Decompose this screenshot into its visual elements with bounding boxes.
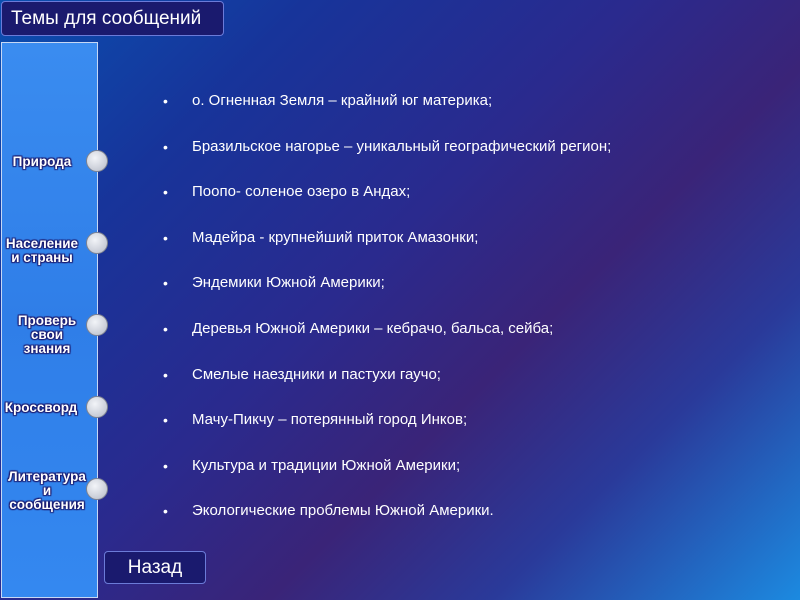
list-item [163,181,611,227]
bullet-icon: • [163,184,168,201]
bullet-icon: • [163,457,168,474]
sidebar-item-label: Проверь [17,313,77,328]
sidebar-item-nature-button[interactable] [86,150,108,172]
bullet-icon: • [163,503,168,520]
topic-text: о. Огненная Земля – крайний юг материка; [192,92,493,109]
sidebar-item-label: сообщения [9,497,85,512]
bullet-icon: • [163,229,168,246]
list-item [163,272,611,318]
sidebar-item-crossword-button[interactable] [86,396,108,418]
bullet-icon: • [163,275,168,292]
list-item [163,136,611,182]
page-title [1,1,224,36]
sidebar-item-quiz-button[interactable] [86,314,108,336]
back-button[interactable] [104,551,206,584]
page-title-text: Темы для сообщений [11,7,202,29]
topic-text: Мадейра - крупнейший приток Амазонки; [192,228,479,246]
bullet-icon: • [163,138,168,155]
topic-text: Мачу-Пикчу – потерянный город Инков; [192,411,468,429]
sidebar-item-nature[interactable] [6,155,78,169]
sidebar-item-label: Население [5,236,79,251]
list-item [163,455,611,501]
list-item [163,364,611,410]
bullet-icon: • [163,366,168,383]
sidebar-item-label: свои [30,327,64,342]
sidebar-item-population[interactable] [0,237,86,265]
list-item [163,318,611,364]
sidebar-item-literature[interactable] [0,470,94,512]
topic-text: Культура и традиции Южной Америки; [192,456,461,474]
sidebar-item-label: и страны [11,250,73,265]
bullet-icon: • [163,412,168,429]
topic-text: Эндемики Южной Америки; [192,274,385,292]
sidebar-item-label: и [42,483,52,498]
bullet-icon: • [163,320,168,337]
sidebar-item-label: Кроссворд [4,400,78,415]
topic-text: Поопо- соленое озеро в Андах; [192,183,411,201]
list-item [163,500,611,546]
topic-text: Бразильское нагорье – уникальный географический регион; [192,137,612,155]
sidebar-item-label: Литература [8,469,86,484]
topic-text: Смелые наездники и пастухи гаучо; [192,365,441,383]
sidebar-item-literature-button[interactable] [86,478,108,500]
list-item [163,409,611,455]
list-item [163,227,611,273]
topic-list [163,90,611,546]
sidebar-item-quiz[interactable] [4,314,90,356]
bullet-icon: • [163,93,168,109]
sidebar-item-population-button[interactable] [86,232,108,254]
sidebar-item-crossword[interactable] [0,401,84,415]
list-item [163,90,611,136]
topic-text: Деревья Южной Америки – кебрачо, бальса, сейба; [192,319,554,337]
sidebar-item-label: Природа [12,154,72,169]
topic-text: Экологические проблемы Южной Америки. [192,502,494,520]
back-button-label: Назад [127,556,183,578]
sidebar-item-label: знания [23,341,71,356]
